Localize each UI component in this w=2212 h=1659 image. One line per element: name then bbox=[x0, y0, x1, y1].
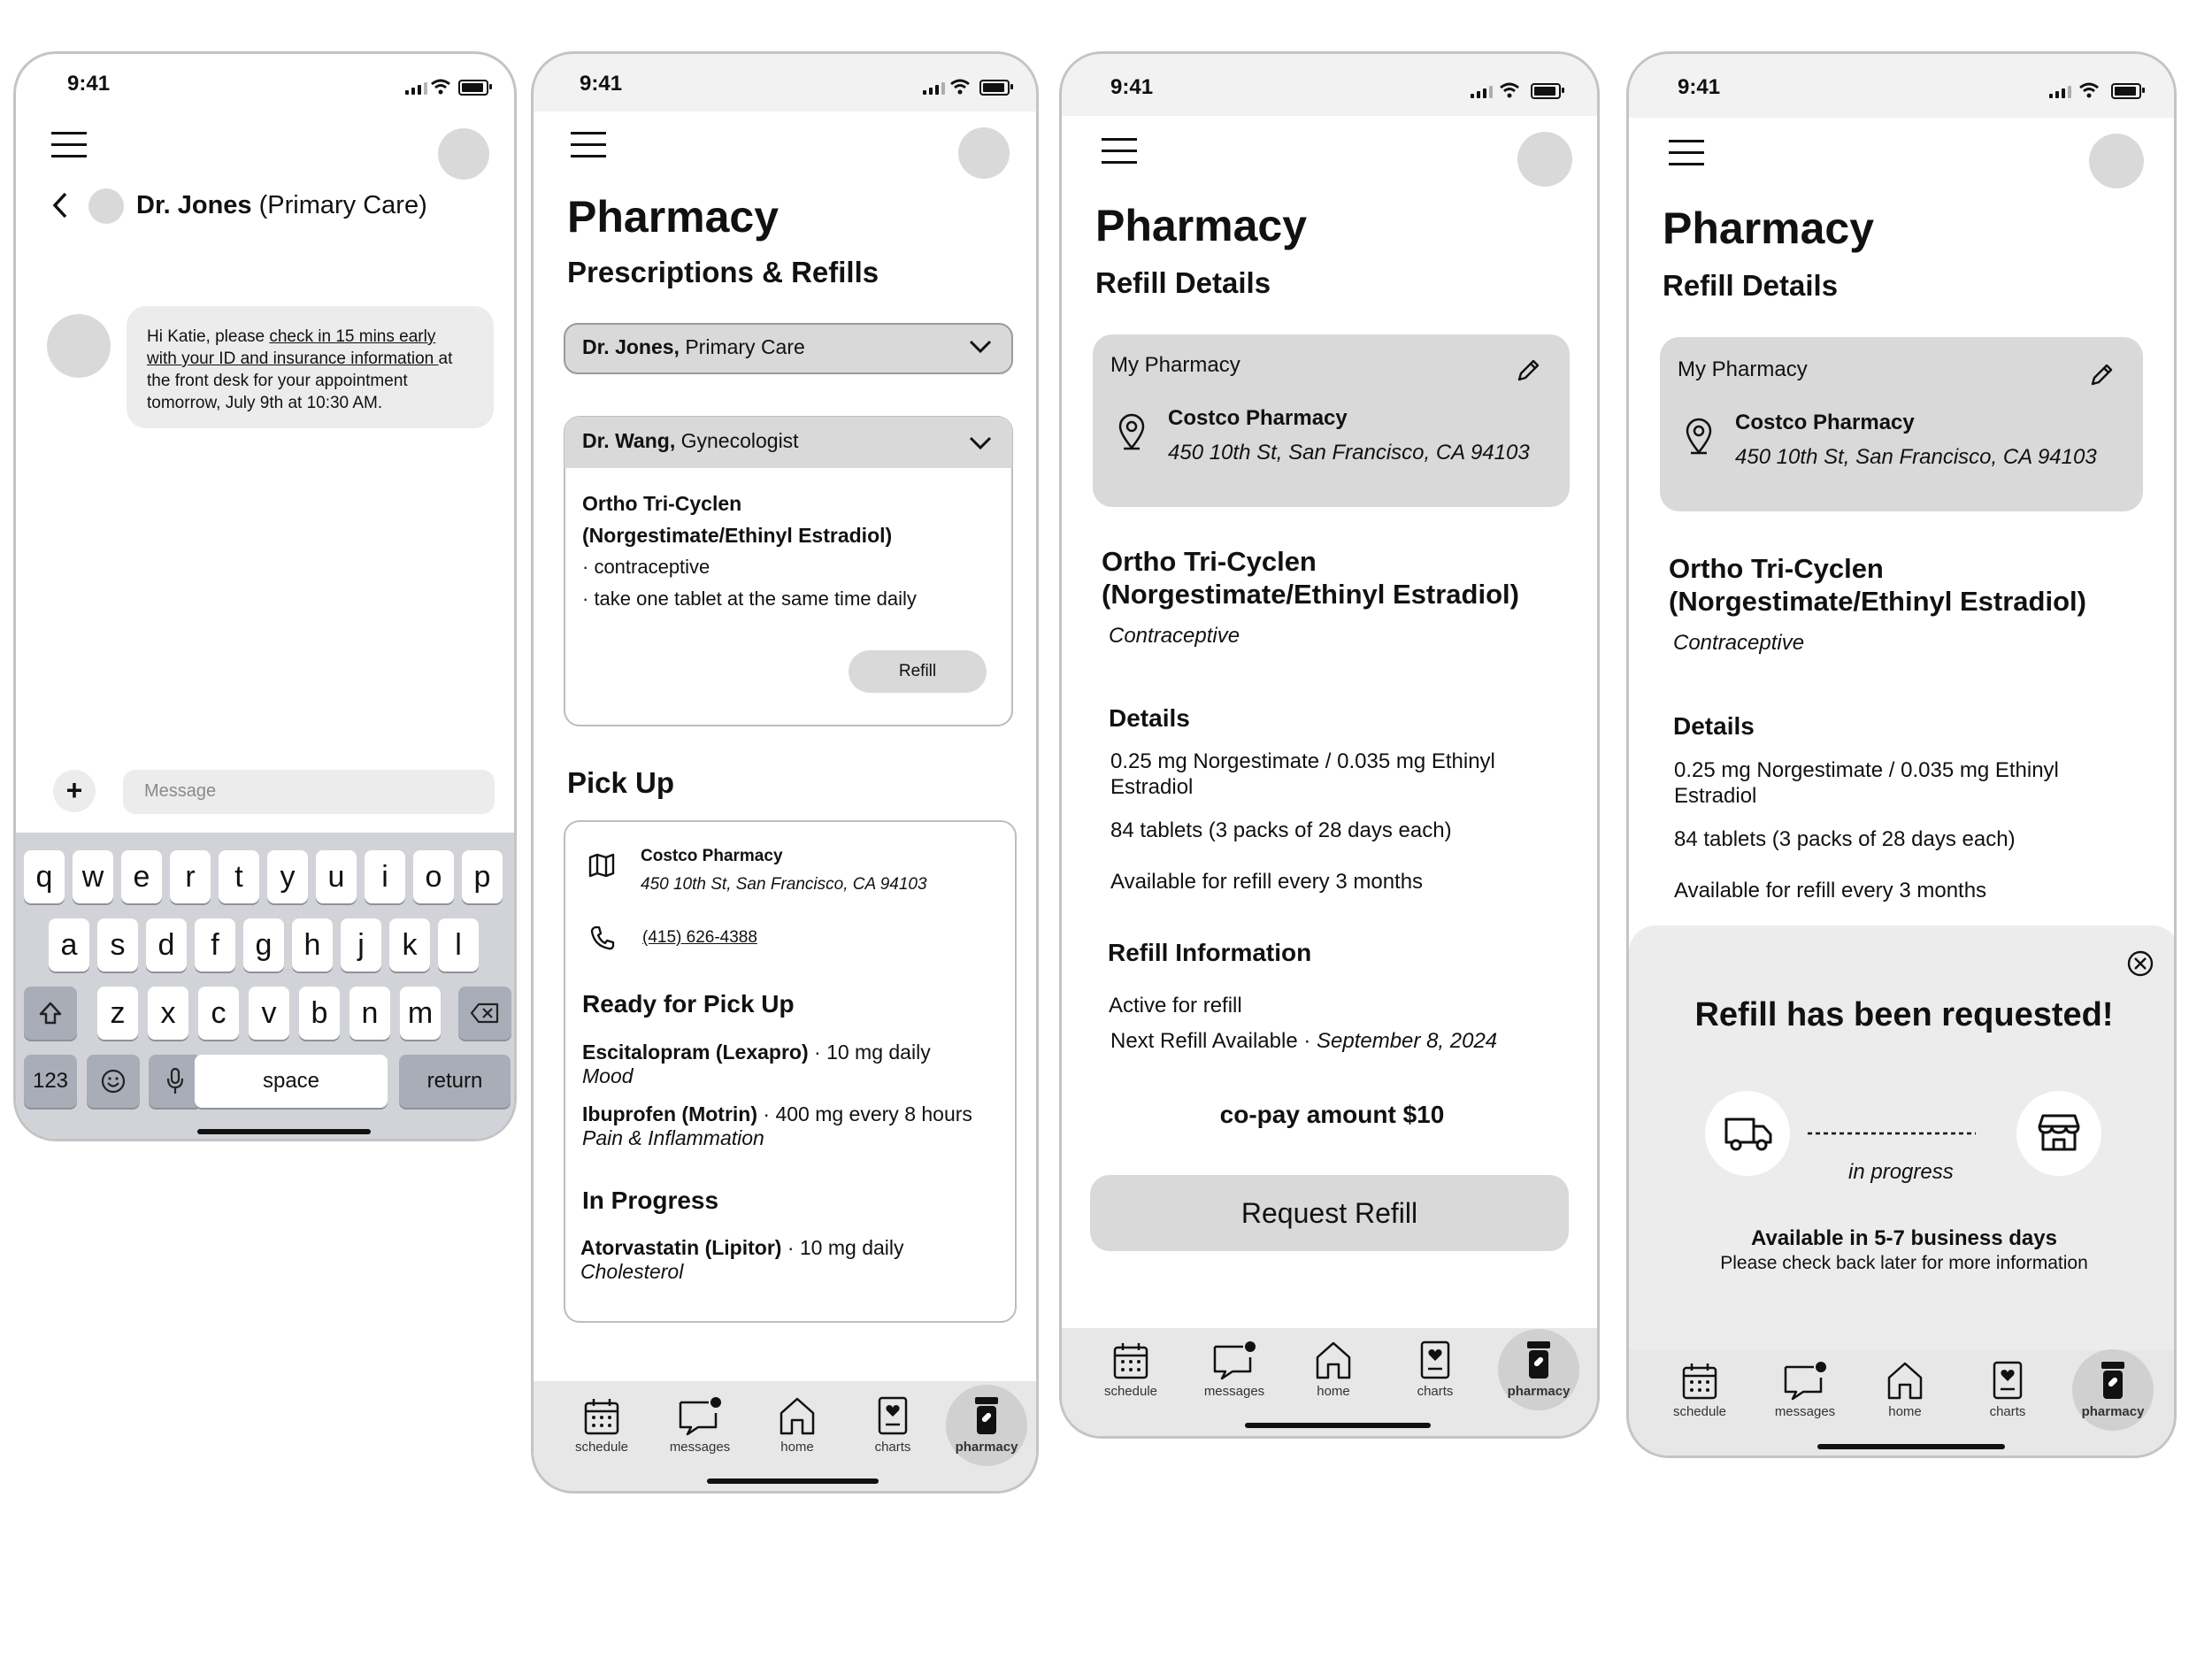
microphone-icon bbox=[165, 1067, 185, 1095]
request-refill-button[interactable]: Request Refill bbox=[1090, 1175, 1569, 1251]
drug-name: Ibuprofen (Motrin) bbox=[582, 1102, 758, 1125]
battery-icon bbox=[458, 80, 488, 96]
refill-requested-title: Refill has been requested! bbox=[1694, 996, 2114, 1033]
battery-icon bbox=[2111, 83, 2141, 99]
battery-icon bbox=[979, 80, 1010, 96]
pharmacy-name: Costco Pharmacy bbox=[1168, 406, 1348, 430]
tab-label: pharmacy bbox=[2081, 1404, 2145, 1419]
tab-pharmacy[interactable] bbox=[942, 1395, 1031, 1455]
backspace-key[interactable] bbox=[458, 987, 511, 1040]
drug-name: Escitalopram (Lexapro) bbox=[582, 1041, 809, 1064]
progress-dashed-line bbox=[1808, 1132, 1976, 1135]
key-d[interactable]: d bbox=[146, 918, 187, 972]
detail-line: Estradiol bbox=[1110, 775, 1194, 799]
pill-bottle-icon bbox=[972, 1395, 1001, 1436]
pill-bottle-icon bbox=[2099, 1360, 2127, 1401]
drug-name-line: Ortho Tri-Cyclen bbox=[1102, 546, 1317, 577]
sender-avatar bbox=[47, 314, 111, 378]
ready-title: Ready for Pick Up bbox=[582, 990, 795, 1018]
key-i[interactable]: i bbox=[365, 850, 405, 903]
signal-icon bbox=[923, 82, 945, 95]
detail-dosage bbox=[1110, 749, 1495, 800]
home-icon bbox=[1886, 1360, 1924, 1401]
phone-prescriptions-screen bbox=[531, 51, 1039, 1494]
emoji-icon bbox=[100, 1068, 127, 1094]
refill-status: Active for refill bbox=[1109, 994, 1242, 1018]
check-back-text: Please check back later for more information bbox=[1720, 1253, 2088, 1273]
prescription-note: · contraceptive bbox=[582, 556, 710, 578]
drug-name bbox=[1102, 545, 1519, 611]
signal-icon bbox=[1471, 86, 1493, 98]
pharmacy-address: 450 10th St, San Francisco, CA 94103 bbox=[1168, 441, 1530, 465]
key-e[interactable]: e bbox=[121, 850, 162, 903]
key-k[interactable]: k bbox=[389, 918, 430, 972]
ready-item bbox=[582, 1102, 972, 1150]
tab-label: schedule bbox=[574, 1440, 629, 1455]
home-indicator bbox=[1245, 1423, 1431, 1428]
drug-dose: · 10 mg daily bbox=[781, 1236, 904, 1259]
chart-icon bbox=[1419, 1340, 1451, 1380]
copay-amount: co-pay amount $10 bbox=[1219, 1101, 1445, 1128]
contact-name: Dr. Jones bbox=[136, 191, 252, 219]
calendar-icon bbox=[1681, 1362, 1718, 1401]
dropdown-label bbox=[582, 429, 799, 453]
details-title: Details bbox=[1109, 704, 1190, 732]
message-link-checkin[interactable]: check in 15 mins early bbox=[269, 327, 436, 346]
emoji-key[interactable] bbox=[87, 1055, 140, 1108]
detail-quantity: 84 tablets (3 packs of 28 days each) bbox=[1110, 818, 1452, 842]
key-r[interactable]: r bbox=[170, 850, 211, 903]
chart-icon bbox=[1992, 1360, 2024, 1401]
pickup-title: Pick Up bbox=[567, 766, 675, 799]
my-pharmacy-label: My Pharmacy bbox=[1110, 353, 1240, 377]
tab-home[interactable] bbox=[1861, 1360, 1949, 1419]
home-indicator bbox=[707, 1479, 879, 1484]
calendar-icon bbox=[1112, 1341, 1149, 1380]
signal-icon bbox=[2049, 86, 2071, 98]
message-icon bbox=[1211, 1340, 1257, 1380]
detail-line: 0.25 mg Norgestimate / 0.035 mg Ethinyl bbox=[1674, 758, 2059, 782]
status-time: 9:41 bbox=[1678, 75, 1721, 99]
tab-label: messages bbox=[669, 1440, 731, 1455]
progress-item bbox=[580, 1236, 904, 1284]
chevron-down-icon bbox=[969, 436, 992, 450]
drug-use: Cholesterol bbox=[580, 1260, 684, 1283]
key-g[interactable]: g bbox=[243, 918, 284, 972]
page-title: Pharmacy bbox=[1095, 201, 1308, 250]
tab-pharmacy[interactable] bbox=[2069, 1360, 2157, 1419]
back-chevron-icon[interactable] bbox=[51, 191, 69, 219]
key-t[interactable]: t bbox=[219, 850, 259, 903]
pharmacy-address: 450 10th St, San Francisco, CA 94103 bbox=[641, 875, 927, 894]
key-x[interactable]: x bbox=[148, 987, 188, 1040]
tab-messages[interactable] bbox=[1190, 1340, 1279, 1399]
message-text-part: the front desk for your appointment bbox=[147, 372, 408, 390]
home-icon bbox=[1314, 1340, 1353, 1380]
contact-role: (Primary Care) bbox=[258, 191, 427, 219]
attach-button[interactable]: + bbox=[53, 770, 96, 812]
ready-item bbox=[582, 1041, 931, 1088]
page-subtitle: Prescriptions & Refills bbox=[567, 256, 879, 288]
message-input-placeholder: Message bbox=[144, 781, 217, 801]
key-u[interactable]: u bbox=[316, 850, 357, 903]
key-j[interactable]: j bbox=[341, 918, 381, 972]
tab-schedule[interactable] bbox=[557, 1397, 646, 1455]
chevron-down-icon bbox=[969, 340, 992, 354]
drug-name-line: (Norgestimate/Ethinyl Estradiol) bbox=[1102, 579, 1519, 610]
tab-label: charts bbox=[1417, 1384, 1454, 1399]
key-v[interactable]: v bbox=[249, 987, 289, 1040]
drug-name-line: (Norgestimate/Ethinyl Estradiol) bbox=[1669, 586, 2086, 617]
refill-button[interactable]: Refill bbox=[849, 650, 987, 693]
refill-info-title: Refill Information bbox=[1108, 939, 1312, 966]
page-subtitle: Refill Details bbox=[1663, 269, 1839, 302]
detail-dosage bbox=[1674, 757, 2059, 809]
key-f[interactable]: f bbox=[195, 918, 235, 972]
key-c[interactable]: c bbox=[198, 987, 239, 1040]
wifi-icon bbox=[949, 79, 971, 95]
page-subtitle: Refill Details bbox=[1095, 266, 1271, 299]
next-refill-date: September 8, 2024 bbox=[1317, 1029, 1498, 1053]
shift-icon bbox=[38, 1001, 63, 1025]
backspace-icon bbox=[470, 1002, 500, 1024]
tab-label: charts bbox=[874, 1440, 911, 1455]
numbers-key[interactable]: 123 bbox=[24, 1055, 77, 1108]
key-s[interactable]: s bbox=[97, 918, 138, 972]
phone-icon[interactable] bbox=[589, 925, 616, 951]
drug-type: Contraceptive bbox=[1673, 631, 1805, 655]
detail-line: 0.25 mg Norgestimate / 0.035 mg Ethinyl bbox=[1110, 749, 1495, 773]
drug-name: Atorvastatin (Lipitor) bbox=[580, 1236, 782, 1259]
doctor-name: Dr. Wang, bbox=[582, 429, 676, 452]
next-refill bbox=[1110, 1029, 1497, 1054]
key-h[interactable]: h bbox=[292, 918, 333, 972]
shift-key[interactable] bbox=[24, 987, 77, 1040]
edit-pencil-icon[interactable] bbox=[1516, 357, 1542, 383]
tab-charts[interactable] bbox=[1391, 1340, 1479, 1399]
drug-type: Contraceptive bbox=[1109, 624, 1240, 648]
pill-bottle-icon bbox=[1525, 1340, 1553, 1380]
user-avatar[interactable] bbox=[2089, 134, 2144, 188]
tab-schedule[interactable] bbox=[1655, 1362, 1744, 1419]
tab-label: schedule bbox=[1672, 1404, 1727, 1419]
store-icon bbox=[2038, 1113, 2080, 1152]
prescription-name bbox=[582, 488, 892, 551]
detail-quantity: 84 tablets (3 packs of 28 days each) bbox=[1674, 827, 2016, 851]
tab-home[interactable] bbox=[753, 1395, 841, 1455]
chat-contact-header bbox=[136, 191, 427, 220]
drug-dose: · 400 mg every 8 hours bbox=[757, 1102, 972, 1125]
user-avatar[interactable] bbox=[438, 128, 489, 180]
key-y[interactable]: y bbox=[267, 850, 308, 903]
key-z[interactable]: z bbox=[97, 987, 138, 1040]
close-icon[interactable] bbox=[2126, 949, 2154, 978]
key-q[interactable]: q bbox=[24, 850, 65, 903]
key-p[interactable]: p bbox=[462, 850, 503, 903]
phone-refill-requested-screen bbox=[1626, 51, 2177, 1458]
prescription-name-line: (Norgestimate/Ethinyl Estradiol) bbox=[582, 524, 893, 547]
signal-icon bbox=[405, 82, 427, 95]
doctor-name: Dr. Jones, bbox=[582, 335, 680, 358]
dropdown-label bbox=[582, 335, 805, 359]
availability-text: Available in 5-7 business days bbox=[1751, 1226, 2057, 1250]
details-title: Details bbox=[1673, 712, 1755, 740]
key-m[interactable]: m bbox=[400, 987, 441, 1040]
key-b[interactable]: b bbox=[299, 987, 340, 1040]
tab-label: messages bbox=[1203, 1384, 1265, 1399]
tab-label: schedule bbox=[1103, 1384, 1158, 1399]
user-avatar[interactable] bbox=[1517, 132, 1572, 187]
battery-icon bbox=[1531, 83, 1561, 99]
tab-schedule[interactable] bbox=[1087, 1341, 1175, 1399]
tab-charts[interactable] bbox=[1963, 1360, 2052, 1419]
doctor-specialty: Gynecologist bbox=[680, 429, 799, 452]
my-pharmacy-label: My Pharmacy bbox=[1678, 357, 1808, 381]
tab-label: home bbox=[1317, 1384, 1350, 1399]
tab-label: pharmacy bbox=[955, 1440, 1018, 1455]
phone-messages-screen bbox=[13, 51, 517, 1141]
drug-use: Pain & Inflammation bbox=[582, 1126, 764, 1149]
wifi-icon bbox=[1499, 82, 1520, 98]
key-a[interactable]: a bbox=[49, 918, 89, 972]
location-pin-icon bbox=[1684, 417, 1714, 456]
tab-label: home bbox=[1888, 1404, 1922, 1419]
page-title: Pharmacy bbox=[1663, 204, 1875, 253]
progress-title: In Progress bbox=[582, 1187, 719, 1214]
phone-refill-details-screen bbox=[1059, 51, 1600, 1439]
pharmacy-name: Costco Pharmacy bbox=[641, 847, 783, 865]
drug-dose: · 10 mg daily bbox=[808, 1041, 931, 1064]
home-indicator bbox=[197, 1129, 371, 1134]
tab-messages[interactable] bbox=[1761, 1360, 1849, 1419]
tab-home[interactable] bbox=[1289, 1340, 1378, 1399]
progress-label: in progress bbox=[1848, 1160, 1954, 1184]
menu-icon[interactable] bbox=[51, 132, 87, 158]
status-time: 9:41 bbox=[580, 72, 623, 96]
detail-frequency: Available for refill every 3 months bbox=[1674, 879, 1987, 902]
detail-frequency: Available for refill every 3 months bbox=[1110, 870, 1424, 894]
home-icon bbox=[778, 1395, 817, 1436]
message-icon bbox=[677, 1395, 723, 1436]
tab-messages[interactable] bbox=[656, 1395, 744, 1455]
tab-label: messages bbox=[1774, 1404, 1836, 1419]
wifi-icon bbox=[430, 79, 451, 95]
tab-label: pharmacy bbox=[1507, 1384, 1571, 1399]
key-n[interactable]: n bbox=[349, 987, 390, 1040]
tab-label: charts bbox=[1989, 1404, 2026, 1419]
home-indicator bbox=[1817, 1444, 2005, 1449]
contact-avatar bbox=[88, 188, 124, 224]
prescription-name-line: Ortho Tri-Cyclen bbox=[582, 492, 742, 515]
edit-pencil-icon[interactable] bbox=[2089, 361, 2116, 388]
chart-icon bbox=[877, 1395, 909, 1436]
detail-line: Estradiol bbox=[1674, 784, 1757, 808]
dictation-key[interactable] bbox=[149, 1055, 202, 1108]
drug-use: Mood bbox=[582, 1064, 634, 1087]
page-title: Pharmacy bbox=[567, 192, 780, 242]
key-l[interactable]: l bbox=[438, 918, 479, 972]
message-text-part: Hi Katie, please bbox=[147, 327, 270, 346]
pharmacy-address: 450 10th St, San Francisco, CA 94103 bbox=[1735, 445, 2097, 469]
key-o[interactable]: o bbox=[413, 850, 454, 903]
location-pin-icon bbox=[1117, 412, 1147, 451]
key-w[interactable]: w bbox=[73, 850, 113, 903]
menu-icon[interactable] bbox=[1102, 138, 1137, 165]
map-icon bbox=[588, 853, 615, 878]
pharmacy-name: Costco Pharmacy bbox=[1735, 411, 1915, 434]
wifi-icon bbox=[2078, 82, 2100, 98]
message-icon bbox=[1782, 1360, 1828, 1401]
menu-icon[interactable] bbox=[571, 132, 606, 158]
user-avatar[interactable] bbox=[958, 127, 1010, 179]
message-text bbox=[147, 326, 452, 414]
prescription-notes bbox=[582, 551, 917, 615]
status-time: 9:41 bbox=[1110, 75, 1154, 99]
prescription-note: · take one tablet at the same time daily bbox=[582, 588, 917, 610]
drug-name bbox=[1669, 552, 2086, 618]
doctor-specialty: Primary Care bbox=[685, 335, 805, 358]
message-link-id[interactable]: with your ID and insurance information bbox=[147, 349, 439, 368]
tab-pharmacy[interactable] bbox=[1494, 1340, 1583, 1399]
menu-icon[interactable] bbox=[1669, 140, 1704, 166]
return-key[interactable]: return bbox=[399, 1055, 511, 1108]
calendar-icon bbox=[583, 1397, 620, 1436]
pharmacy-phone-link[interactable]: (415) 626-4388 bbox=[642, 928, 757, 947]
tab-charts[interactable] bbox=[849, 1395, 937, 1455]
drug-name-line: Ortho Tri-Cyclen bbox=[1669, 553, 1884, 584]
next-refill-label: Next Refill Available · bbox=[1110, 1029, 1317, 1053]
truck-icon bbox=[1724, 1114, 1773, 1153]
message-text-part: tomorrow, July 9th at 10:30 AM. bbox=[147, 394, 383, 412]
tab-label: home bbox=[780, 1440, 814, 1455]
message-text-part: at bbox=[438, 349, 453, 368]
space-key[interactable]: space bbox=[195, 1055, 388, 1108]
status-time: 9:41 bbox=[67, 72, 111, 96]
